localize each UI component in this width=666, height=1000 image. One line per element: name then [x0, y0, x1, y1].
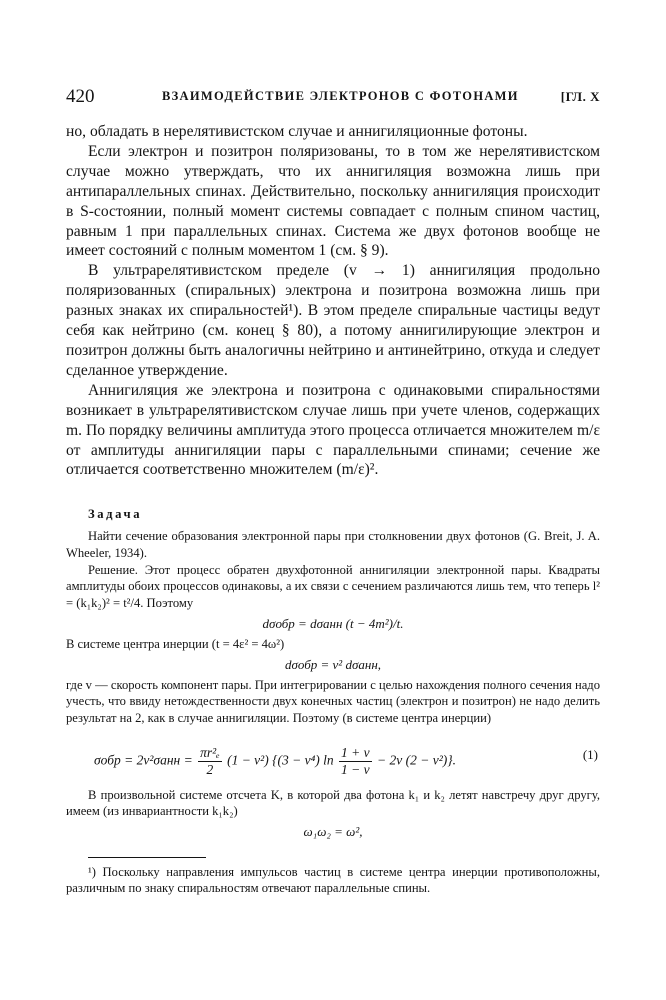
- fraction-numerator: 1 + v: [341, 744, 370, 760]
- paragraph-continuation: но, обладать в нерелятивистском случае и аннигиляционные фотоны.: [66, 123, 528, 140]
- chapter-label: [ГЛ. X: [560, 89, 600, 104]
- formula-frequencies: ω₁ω₂ = ω²,: [303, 824, 363, 840]
- fraction-numerator: πr²ₑ: [200, 744, 220, 760]
- paragraph-ultrarelativistic: В ультрарелятивистском пределе (v → 1) аннигиляция продольно поляризованных (спиральных) электрона и позитрона возможна лишь при разных знаках их спиральностей¹). В этом пределе спиральные частицы ведут себя как нейтрино (см. конец § 80), а потому аннигилирующие электрон и позитрон должны быть аналогичны нейтрино и антинейтрино, откуда и следует сделанное утверждение.: [66, 262, 600, 379]
- paragraph-polarized: Если электрон и позитрон поляризованы, то в том же нерелятивистском случае можно утверждать, что их аннигиляция возможна лишь при антипараллельных спинах. Действительно, поскольку аннигиляция происходит в S-состоянии, полный момент системы совпадает с полным спином частиц, равным 1 при параллельных спинах. Система же двух фотонов вообще не имеет состояний с полным моментом 1 (см. § 9).: [66, 142, 600, 260]
- task-heading: Задача: [88, 507, 143, 522]
- formula-middle: (1 − v²) {(3 − v⁴) ln: [227, 752, 334, 768]
- footnote: ¹) Поскольку направления импульсов частиц в системе центра инерции противоположны, различным по знаку спиральностям отвечают параллельные спины.: [66, 865, 600, 896]
- formula-lhs: σобр = 2v²σанн =: [94, 752, 193, 768]
- formula-tail: − 2v (2 − v²)}.: [377, 752, 457, 768]
- running-title: ВЗАИМОДЕЙСТВИЕ ЭЛЕКТРОНОВ С ФОТОНАМИ: [162, 89, 519, 103]
- fraction-pi-r: [198, 745, 222, 778]
- page-body: [66, 122, 600, 896]
- text-cm-frame: В системе центра инерции (t = 4ε² = 4ω²): [66, 636, 285, 651]
- fraction-denominator: 2: [206, 761, 214, 777]
- formula-total-cross-section: [66, 731, 600, 783]
- text-integration: где v — скорость компонент пары. При интегрировании с целью нахождения полного сечения надо учесть, что ввиду нетождественности двух конечных частиц (электрон и позитрон) не надо делить результат на 2, как в случае аннигиляции. Поэтому (в системе центра инерции): [66, 677, 600, 725]
- paragraph-same-helicity: Аннигиляция же электрона и позитрона с одинаковыми спиральностями возникает в ультрарелятивистском случае лишь при учете членов, содержащих m. По порядку величины амплитуда этого процесса отличается множителем m/ε от амплитуды аннигиляции пары с параллельными спинами; сечение же отличается соответственно множителем (m/ε)².: [66, 381, 600, 479]
- fraction-log-arg: [339, 745, 372, 778]
- task-solution: Решение. Этот процесс обратен двухфотонной аннигиляции электронной пары. Квадраты амплитуды обоих процессов одинаковы, а их связи с сечением различаются лишь тем, что теперь l² = (k₁k₂)² = t²/4. Поэтому: [66, 562, 600, 611]
- running-header: [66, 86, 600, 108]
- page-number: 420: [66, 86, 95, 107]
- formula-expression: [94, 745, 456, 778]
- formula-velocity-factor: dσобр = v² dσанн,: [284, 656, 382, 672]
- task-statement: Найти сечение образования электронной пары при столкновении двух фотонов (G. Breit, J. A. Wheeler, 1934).: [66, 529, 600, 561]
- text-arbitrary-frame: В произвольной системе отсчета K, в которой два фотона k₁ и k₂ летят навстречу друг другу, имеем (из инвариантности k₁k₂): [66, 787, 600, 819]
- footnote-divider: [88, 857, 206, 858]
- formula-cross-section-relation: dσобр = dσанн (t − 4m²)/t.: [262, 615, 404, 631]
- fraction-denominator: 1 − v: [341, 761, 370, 777]
- equation-number: (1): [582, 746, 598, 762]
